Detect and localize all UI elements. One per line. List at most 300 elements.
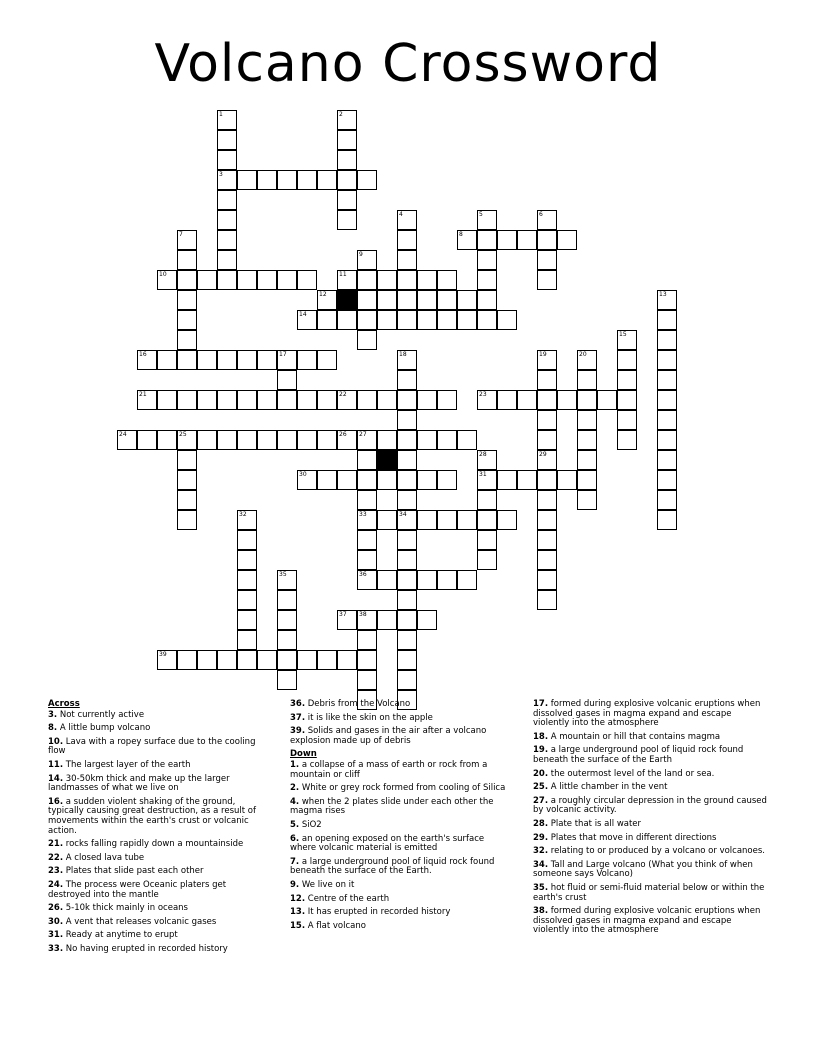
grid-cell[interactable] [337, 270, 357, 290]
grid-cell[interactable] [237, 270, 257, 290]
clue-number: 39 [159, 651, 167, 658]
grid-cell[interactable] [357, 310, 377, 330]
grid-cell[interactable] [177, 650, 197, 670]
grid-cell[interactable] [277, 650, 297, 670]
grid-cell[interactable] [217, 350, 237, 370]
grid-cell[interactable] [477, 490, 497, 510]
grid-cell[interactable] [357, 610, 377, 630]
grid-cell[interactable] [297, 650, 317, 670]
grid-cell[interactable] [257, 390, 277, 410]
grid-cell[interactable] [197, 430, 217, 450]
grid-cell[interactable] [217, 110, 237, 130]
clue-item-text: We live on it [299, 879, 355, 890]
grid-cell[interactable] [537, 370, 557, 390]
clue-item-number: 15. [290, 920, 306, 931]
clue-item-number: 5. [290, 819, 300, 830]
grid-cell[interactable] [357, 550, 377, 570]
grid-cell[interactable] [277, 270, 297, 290]
grid-cell[interactable] [397, 530, 417, 550]
grid-cell[interactable] [537, 410, 557, 430]
grid-cell[interactable] [397, 290, 417, 310]
grid-cell[interactable] [397, 250, 417, 270]
grid-cell[interactable] [617, 390, 637, 410]
clue-item-number: 14. [48, 773, 64, 784]
grid-cell[interactable] [377, 570, 397, 590]
clue-item-text: Plates that slide past each other [63, 866, 204, 877]
grid-cell[interactable] [517, 470, 537, 490]
grid-cell[interactable] [417, 510, 437, 530]
clue-item-text: hot fluid or semi-fluid material below or within the earth's crust [533, 882, 765, 903]
clue-item-text: A flat volcano [305, 920, 366, 931]
grid-cell[interactable] [337, 650, 357, 670]
grid-cell[interactable] [377, 290, 397, 310]
grid-cell[interactable] [397, 450, 417, 470]
clue-number: 28 [479, 451, 487, 458]
grid-cell[interactable] [457, 570, 477, 590]
grid-cell[interactable] [537, 490, 557, 510]
grid-cell[interactable] [577, 350, 597, 370]
grid-cell[interactable] [437, 570, 457, 590]
grid-cell[interactable] [477, 230, 497, 250]
clue-number: 6 [539, 211, 543, 218]
grid-cell[interactable] [177, 250, 197, 270]
grid-cell[interactable] [397, 610, 417, 630]
grid-cell[interactable] [557, 230, 577, 250]
grid-cell[interactable] [657, 410, 677, 430]
grid-cell[interactable] [357, 330, 377, 350]
clue-item [290, 714, 512, 724]
grid-cell[interactable] [577, 370, 597, 390]
grid-cell[interactable] [477, 530, 497, 550]
grid-cell[interactable] [297, 170, 317, 190]
grid-cell[interactable] [417, 290, 437, 310]
grid-cell[interactable] [277, 570, 297, 590]
grid-cell[interactable] [577, 410, 597, 430]
grid-cell[interactable] [377, 310, 397, 330]
grid-cell[interactable] [157, 270, 177, 290]
clue-item-text: It has erupted in recorded history [305, 907, 451, 918]
grid-cell[interactable] [357, 470, 377, 490]
grid-cell[interactable] [477, 550, 497, 570]
grid-cell[interactable] [177, 290, 197, 310]
grid-cell[interactable] [217, 270, 237, 290]
grid-cell[interactable] [277, 670, 297, 690]
grid-cell[interactable] [117, 430, 137, 450]
grid-cell[interactable] [397, 630, 417, 650]
clue-item-text: Centre of the earth [305, 893, 390, 904]
grid-cell[interactable] [217, 430, 237, 450]
clue-item-number: 25. [533, 782, 549, 793]
grid-cell[interactable] [177, 510, 197, 530]
grid-cell[interactable] [417, 470, 437, 490]
grid-cell[interactable] [437, 270, 457, 290]
grid-cell[interactable] [417, 610, 437, 630]
grid-cell[interactable] [477, 270, 497, 290]
clue-item [290, 895, 512, 905]
grid-cell[interactable] [337, 310, 357, 330]
grid-cell[interactable] [357, 510, 377, 530]
grid-cell[interactable] [397, 510, 417, 530]
clue-item-number: 28. [533, 818, 549, 829]
clue-item-text: formed during explosive volcanic eruptions when dissolved gases in magma expand and escape violently into the atmosphere [533, 906, 761, 936]
grid-cell[interactable] [477, 210, 497, 230]
grid-cell[interactable] [217, 130, 237, 150]
grid-cell[interactable] [217, 210, 237, 230]
grid-cell[interactable] [437, 470, 457, 490]
grid-cell[interactable] [657, 510, 677, 530]
grid-cell[interactable] [317, 650, 337, 670]
clue-item-number: 13. [290, 907, 306, 918]
clue-item-number: 20. [533, 768, 549, 779]
clue-number: 19 [539, 351, 547, 358]
grid-cell[interactable] [177, 270, 197, 290]
clue-item-number: 2. [290, 783, 300, 794]
grid-cell[interactable] [417, 310, 437, 330]
grid-cell[interactable] [417, 430, 437, 450]
grid-cell[interactable] [657, 310, 677, 330]
grid-cell[interactable] [237, 170, 257, 190]
grid-cell[interactable] [377, 270, 397, 290]
grid-cell[interactable] [397, 270, 417, 290]
clue-item-text: A little bump volcano [57, 723, 151, 734]
grid-cell[interactable] [177, 310, 197, 330]
grid-cell[interactable] [557, 390, 577, 410]
grid-cell[interactable] [177, 350, 197, 370]
grid-cell[interactable] [277, 370, 297, 390]
clue-item [48, 931, 270, 941]
grid-cell[interactable] [337, 190, 357, 210]
grid-cell[interactable] [537, 510, 557, 530]
grid-cell[interactable] [217, 390, 237, 410]
clue-number: 34 [399, 511, 407, 518]
grid-cell[interactable] [177, 430, 197, 450]
grid-cell[interactable] [237, 630, 257, 650]
grid-cell[interactable] [537, 250, 557, 270]
grid-cell[interactable] [337, 110, 357, 130]
grid-cell[interactable] [337, 610, 357, 630]
grid-cell[interactable] [297, 390, 317, 410]
grid-cell[interactable] [537, 450, 557, 470]
grid-cell[interactable] [217, 170, 237, 190]
grid-cell[interactable] [217, 230, 237, 250]
grid-cell[interactable] [177, 230, 197, 250]
grid-cell[interactable] [457, 290, 477, 310]
clue-item [290, 761, 512, 780]
grid-cell[interactable] [397, 470, 417, 490]
grid-cell[interactable] [257, 430, 277, 450]
clue-item-number: 18. [533, 731, 549, 742]
grid-cell[interactable] [657, 490, 677, 510]
grid-cell[interactable] [217, 150, 237, 170]
grid-cell[interactable] [517, 390, 537, 410]
grid-cell[interactable] [357, 490, 377, 510]
clue-item-text: a sudden violent shaking of the ground, typically causing great destruction, as a result of movements within the earth's crust or volcanic action. [48, 796, 256, 836]
grid-cell[interactable] [317, 290, 337, 310]
grid-cell[interactable] [357, 670, 377, 690]
grid-cell[interactable] [217, 650, 237, 670]
grid-cell[interactable] [237, 430, 257, 450]
grid-cell[interactable] [537, 350, 557, 370]
grid-cell[interactable] [617, 350, 637, 370]
grid-cell[interactable] [657, 470, 677, 490]
grid-cell[interactable] [437, 390, 457, 410]
grid-cell[interactable] [317, 170, 337, 190]
grid-cell[interactable] [337, 130, 357, 150]
clue-number: 17 [279, 351, 287, 358]
grid-cell[interactable] [197, 650, 217, 670]
grid-cell[interactable] [617, 410, 637, 430]
grid-cell[interactable] [497, 510, 517, 530]
grid-cell[interactable] [657, 430, 677, 450]
grid-cell[interactable] [277, 430, 297, 450]
grid-cell[interactable] [577, 450, 597, 470]
grid-cell[interactable] [317, 470, 337, 490]
grid-cell[interactable] [577, 470, 597, 490]
clue-item-number: 7. [290, 856, 300, 867]
grid-cell[interactable] [357, 650, 377, 670]
grid-cell[interactable] [417, 390, 437, 410]
grid-cell[interactable] [397, 310, 417, 330]
grid-cell[interactable] [417, 570, 437, 590]
grid-cell[interactable] [377, 510, 397, 530]
grid-cell[interactable] [197, 270, 217, 290]
grid-cell[interactable] [537, 430, 557, 450]
clue-item-number: 27. [533, 795, 549, 806]
grid-cell[interactable] [497, 470, 517, 490]
clue-item [533, 783, 768, 793]
grid-cell[interactable] [557, 470, 577, 490]
grid-cell[interactable] [397, 370, 417, 390]
grid-cell[interactable] [237, 510, 257, 530]
grid-cell[interactable] [237, 650, 257, 670]
clue-number: 32 [239, 511, 247, 518]
grid-cell[interactable] [297, 430, 317, 450]
grid-cell[interactable] [217, 250, 237, 270]
grid-cell[interactable] [277, 630, 297, 650]
grid-cell[interactable] [357, 250, 377, 270]
grid-cell[interactable] [177, 470, 197, 490]
grid-cell[interactable] [397, 650, 417, 670]
grid-cell[interactable] [397, 350, 417, 370]
grid-cell[interactable] [657, 450, 677, 470]
grid-cell[interactable] [337, 150, 357, 170]
grid-cell[interactable] [317, 310, 337, 330]
grid-cell[interactable] [357, 530, 377, 550]
grid-cell[interactable] [377, 390, 397, 410]
grid-cell[interactable] [477, 470, 497, 490]
grid-cell[interactable] [437, 510, 457, 530]
grid-cell[interactable] [617, 430, 637, 450]
grid-cell[interactable] [177, 330, 197, 350]
grid-cell[interactable] [237, 550, 257, 570]
grid-cell[interactable] [477, 310, 497, 330]
grid-cell[interactable] [357, 290, 377, 310]
grid-cell[interactable] [137, 390, 157, 410]
grid-cell[interactable] [357, 430, 377, 450]
grid-cell[interactable] [357, 630, 377, 650]
grid-cell[interactable] [237, 590, 257, 610]
grid-cell[interactable] [177, 450, 197, 470]
grid-cell[interactable] [417, 270, 437, 290]
grid-cell[interactable] [397, 430, 417, 450]
grid-cell[interactable] [337, 210, 357, 230]
clue-number: 9 [359, 251, 363, 258]
grid-cell[interactable] [537, 270, 557, 290]
grid-cell[interactable] [497, 390, 517, 410]
grid-cell[interactable] [357, 270, 377, 290]
clue-item [533, 700, 768, 729]
grid-cell[interactable] [397, 210, 417, 230]
grid-cell[interactable] [337, 470, 357, 490]
grid-cell[interactable] [137, 350, 157, 370]
grid-cell[interactable] [617, 370, 637, 390]
grid-cell[interactable] [397, 670, 417, 690]
clue-item-text: A vent that releases volcanic gases [63, 916, 217, 927]
grid-cell[interactable] [397, 410, 417, 430]
clue-column-3 [533, 700, 768, 940]
grid-cell[interactable] [257, 170, 277, 190]
grid-cell[interactable] [477, 510, 497, 530]
grid-cell[interactable] [277, 170, 297, 190]
grid-cell[interactable] [457, 430, 477, 450]
grid-cell[interactable] [357, 170, 377, 190]
grid-cell[interactable] [377, 430, 397, 450]
grid-cell[interactable] [217, 190, 237, 210]
grid-cell[interactable] [397, 230, 417, 250]
grid-cell[interactable] [337, 390, 357, 410]
grid-cell[interactable] [157, 650, 177, 670]
grid-cell[interactable] [477, 250, 497, 270]
grid-cell[interactable] [397, 390, 417, 410]
grid-cell[interactable] [577, 390, 597, 410]
grid-cell[interactable] [537, 390, 557, 410]
clue-column-2 [290, 700, 512, 935]
grid-cell[interactable] [237, 350, 257, 370]
grid-cell[interactable] [657, 290, 677, 310]
grid-cell[interactable] [397, 590, 417, 610]
grid-cell[interactable] [537, 530, 557, 550]
grid-cell[interactable] [277, 590, 297, 610]
grid-cell[interactable] [357, 390, 377, 410]
grid-cell[interactable] [537, 590, 557, 610]
grid-cell[interactable] [157, 390, 177, 410]
grid-cell[interactable] [377, 470, 397, 490]
clue-item-number: 37. [290, 712, 306, 723]
grid-cell[interactable] [517, 230, 537, 250]
grid-cell[interactable] [277, 350, 297, 370]
grid-cell[interactable] [577, 430, 597, 450]
clue-item-number: 32. [533, 846, 549, 857]
grid-cell[interactable] [157, 430, 177, 450]
grid-block [337, 290, 357, 310]
grid-cell[interactable] [237, 390, 257, 410]
grid-cell[interactable] [577, 490, 597, 510]
grid-cell[interactable] [177, 490, 197, 510]
grid-cell[interactable] [597, 390, 617, 410]
grid-cell[interactable] [257, 650, 277, 670]
grid-cell[interactable] [397, 490, 417, 510]
grid-cell[interactable] [337, 170, 357, 190]
grid-cell[interactable] [297, 350, 317, 370]
grid-cell[interactable] [537, 550, 557, 570]
clue-number: 4 [399, 211, 403, 218]
grid-cell[interactable] [457, 230, 477, 250]
down-clue-list [290, 761, 512, 931]
grid-cell[interactable] [237, 610, 257, 630]
grid-cell[interactable] [337, 430, 357, 450]
grid-cell[interactable] [537, 570, 557, 590]
grid-cell[interactable] [397, 550, 417, 570]
grid-cell[interactable] [377, 610, 397, 630]
grid-cell[interactable] [657, 390, 677, 410]
grid-cell[interactable] [457, 310, 477, 330]
grid-cell[interactable] [537, 470, 557, 490]
grid-cell[interactable] [657, 370, 677, 390]
grid-cell[interactable] [477, 290, 497, 310]
clue-number: 8 [459, 231, 463, 238]
grid-cell[interactable] [357, 450, 377, 470]
grid-cell[interactable] [657, 330, 677, 350]
clue-number: 24 [119, 431, 127, 438]
clue-item [533, 797, 768, 816]
grid-cell[interactable] [497, 230, 517, 250]
grid-cell[interactable] [297, 470, 317, 490]
grid-cell[interactable] [157, 350, 177, 370]
grid-cell[interactable] [537, 210, 557, 230]
clue-item-text: Debris from the Volcano [305, 699, 411, 709]
grid-cell[interactable] [257, 350, 277, 370]
clue-item [48, 867, 270, 877]
grid-cell[interactable] [297, 270, 317, 290]
grid-cell[interactable] [437, 430, 457, 450]
grid-cell[interactable] [537, 230, 557, 250]
grid-cell[interactable] [197, 390, 217, 410]
grid-cell[interactable] [237, 570, 257, 590]
clue-item [533, 733, 768, 743]
grid-cell[interactable] [497, 310, 517, 330]
grid-cell[interactable] [437, 290, 457, 310]
grid-cell[interactable] [477, 390, 497, 410]
grid-cell[interactable] [457, 510, 477, 530]
grid-cell[interactable] [397, 570, 417, 590]
grid-cell[interactable] [277, 610, 297, 630]
grid-cell[interactable] [297, 310, 317, 330]
clue-number: 25 [179, 431, 187, 438]
grid-cell[interactable] [257, 270, 277, 290]
clue-item-text: 30-50km thick and make up the larger landmasses of what we live on [48, 773, 230, 794]
grid-cell[interactable] [277, 390, 297, 410]
clue-item [290, 922, 512, 932]
grid-cell[interactable] [657, 350, 677, 370]
grid-cell[interactable] [317, 350, 337, 370]
grid-cell[interactable] [357, 570, 377, 590]
grid-cell[interactable] [317, 390, 337, 410]
clue-item [533, 770, 768, 780]
grid-cell[interactable] [477, 450, 497, 470]
grid-cell[interactable] [237, 530, 257, 550]
clue-number: 23 [479, 391, 487, 398]
grid-cell[interactable] [137, 430, 157, 450]
grid-cell[interactable] [317, 430, 337, 450]
clue-item-text: a roughly circular depression in the ground caused by volcanic activity. [533, 795, 767, 816]
clue-item-text: Solids and gases in the air after a volcano explosion made up of debris [290, 726, 487, 746]
grid-cell[interactable] [197, 350, 217, 370]
clue-item [48, 881, 270, 900]
grid-cell[interactable] [177, 390, 197, 410]
grid-cell[interactable] [617, 330, 637, 350]
grid-cell[interactable] [437, 310, 457, 330]
clue-item-number: 33. [48, 943, 64, 954]
